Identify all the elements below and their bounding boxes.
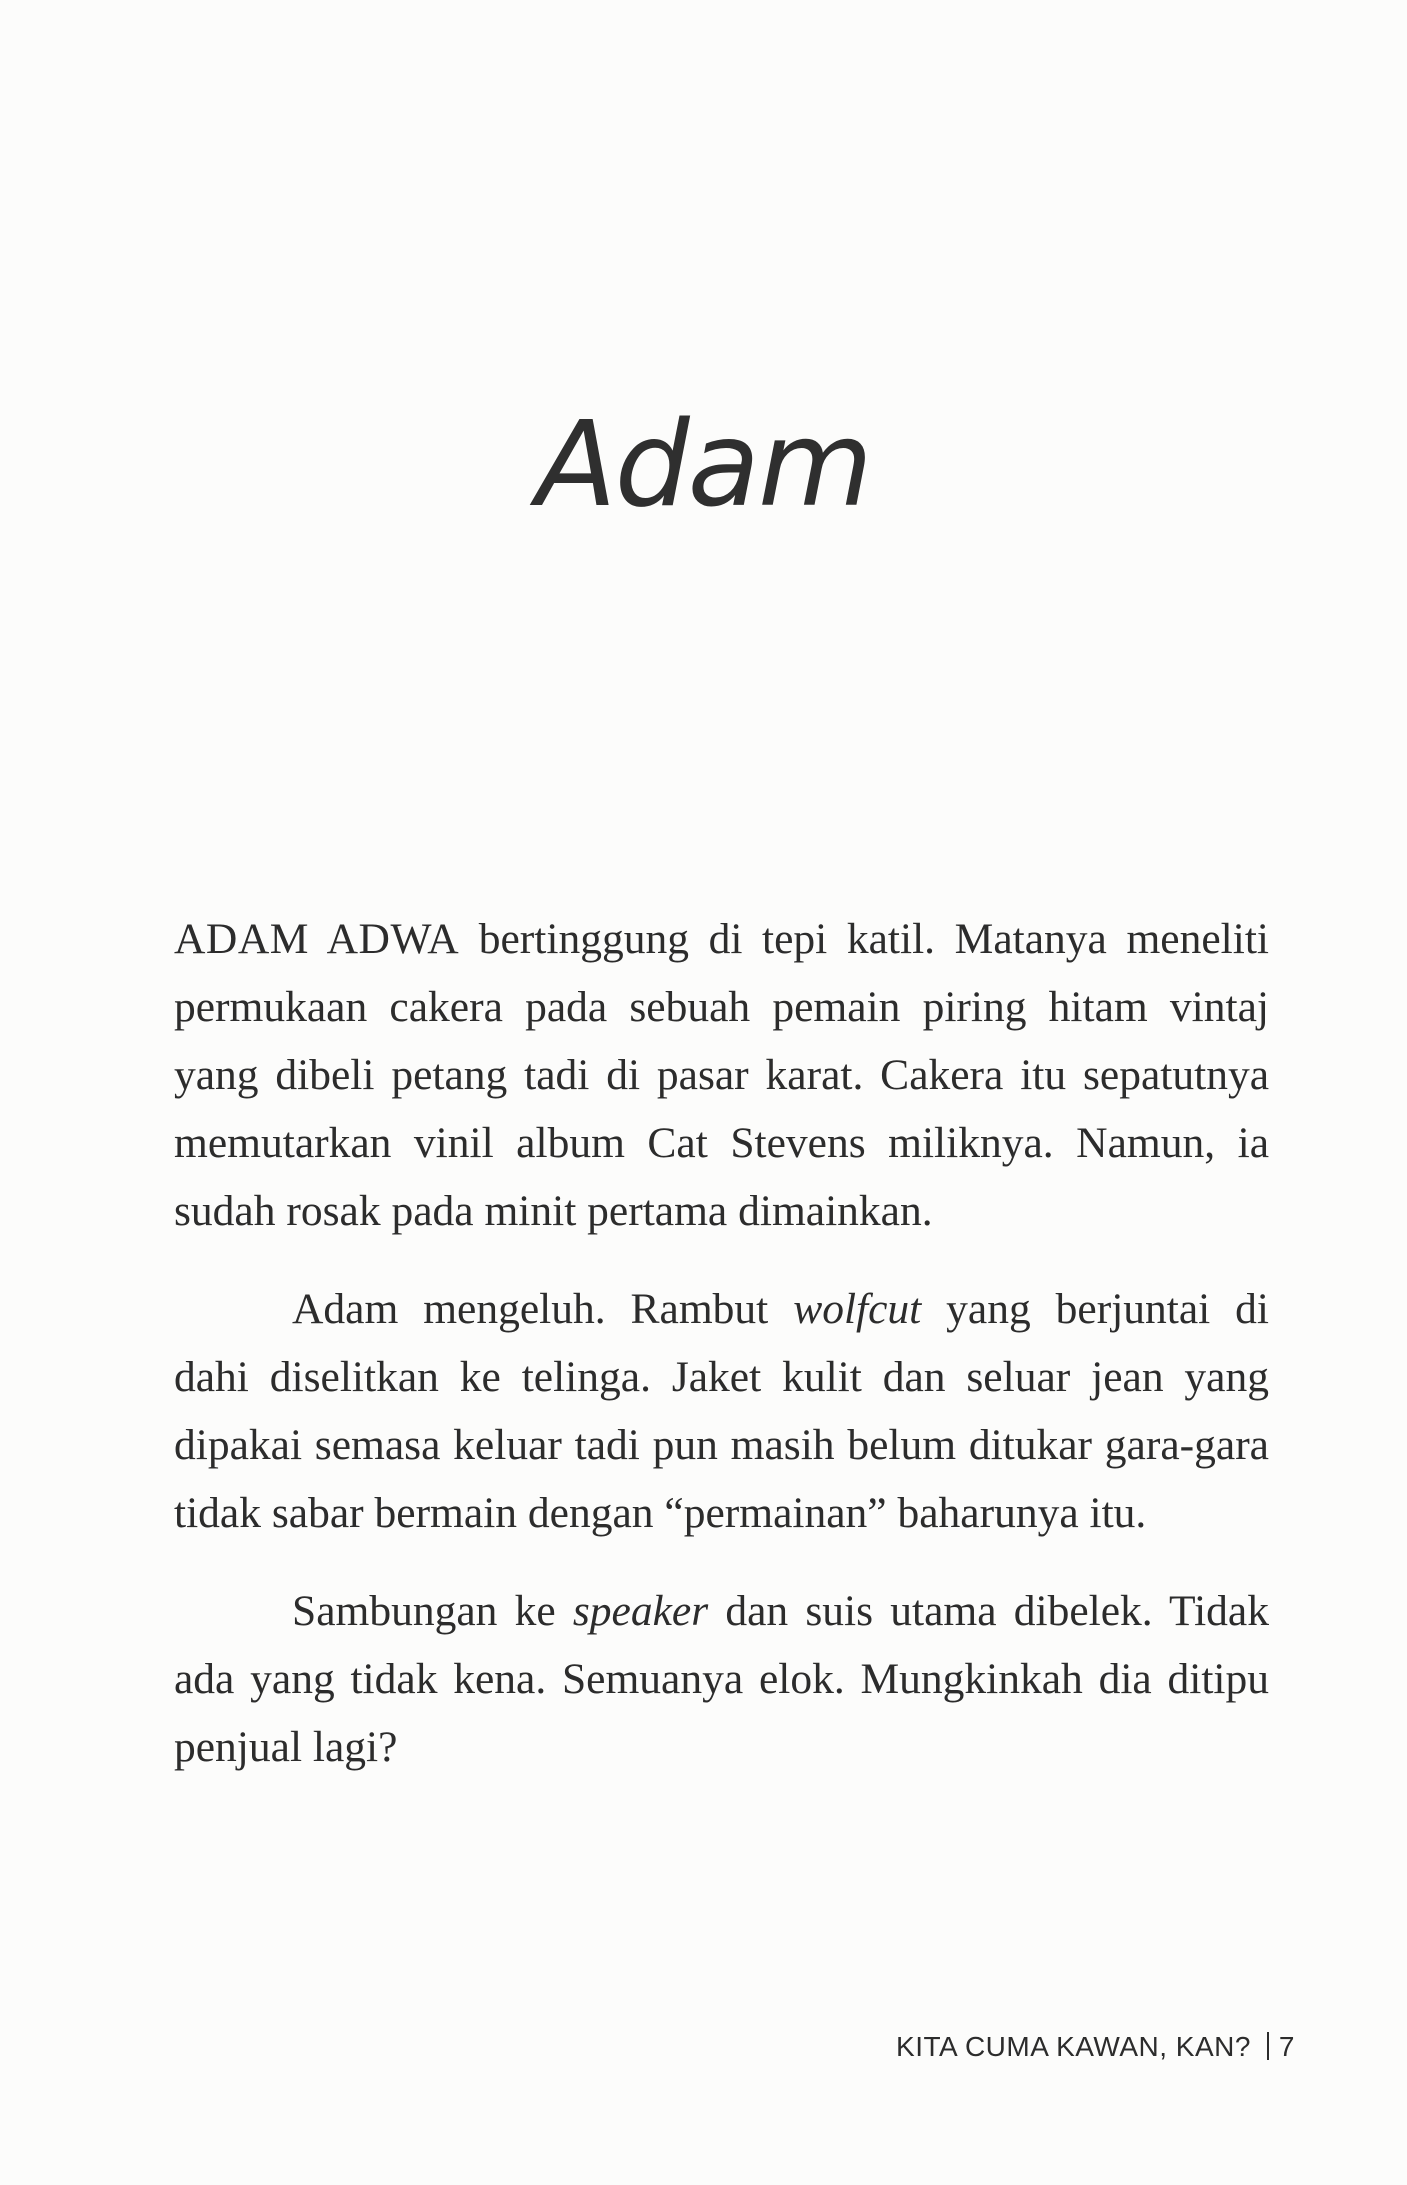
paragraph-text: yang berjuntai di dahi diselitkan ke telinga. Jaket kulit dan seluar jean yang dipakai semasa keluar tadi pun masih belum ditukar gara-gara tidak sabar bermain dengan “permainan” baharunya itu. bbox=[174, 1285, 1269, 1537]
chapter-title: Adam bbox=[536, 395, 871, 533]
running-title: KITA CUMA KAWAN, KAN? bbox=[896, 2031, 1251, 2062]
paragraph-3 bbox=[174, 1577, 1269, 1781]
page-number: 7 bbox=[1278, 2031, 1295, 2062]
chapter-body bbox=[174, 905, 1269, 1781]
paragraph-text: Adam mengeluh. Rambut bbox=[292, 1285, 794, 1333]
italic-term: speaker bbox=[572, 1587, 709, 1635]
paragraph-1 bbox=[174, 905, 1269, 1245]
paragraph-text: dan suis utama dibelek. Tidak ada yang tidak kena. Semuanya elok. Mungkinkah dia ditipu penjual lagi? bbox=[174, 1587, 1269, 1771]
italic-term: wolfcut bbox=[793, 1285, 922, 1333]
paragraph-text: Sambungan ke bbox=[292, 1587, 573, 1635]
paragraph-text: bertinggung di tepi katil. Matanya meneliti permukaan cakera pada sebuah pemain piring hitam vintaj yang dibeli petang tadi di pasar karat. Cakera itu sepatutnya memutarkan vinil album Cat Stevens miliknya. Namun, ia sudah rosak pada minit pertama dimainkan. bbox=[174, 915, 1270, 1235]
page-footer bbox=[896, 2031, 1295, 2063]
paragraph-lead-in: ADAM ADWA bbox=[174, 915, 460, 963]
paragraph-2 bbox=[174, 1275, 1269, 1547]
footer-divider bbox=[1267, 2032, 1269, 2060]
